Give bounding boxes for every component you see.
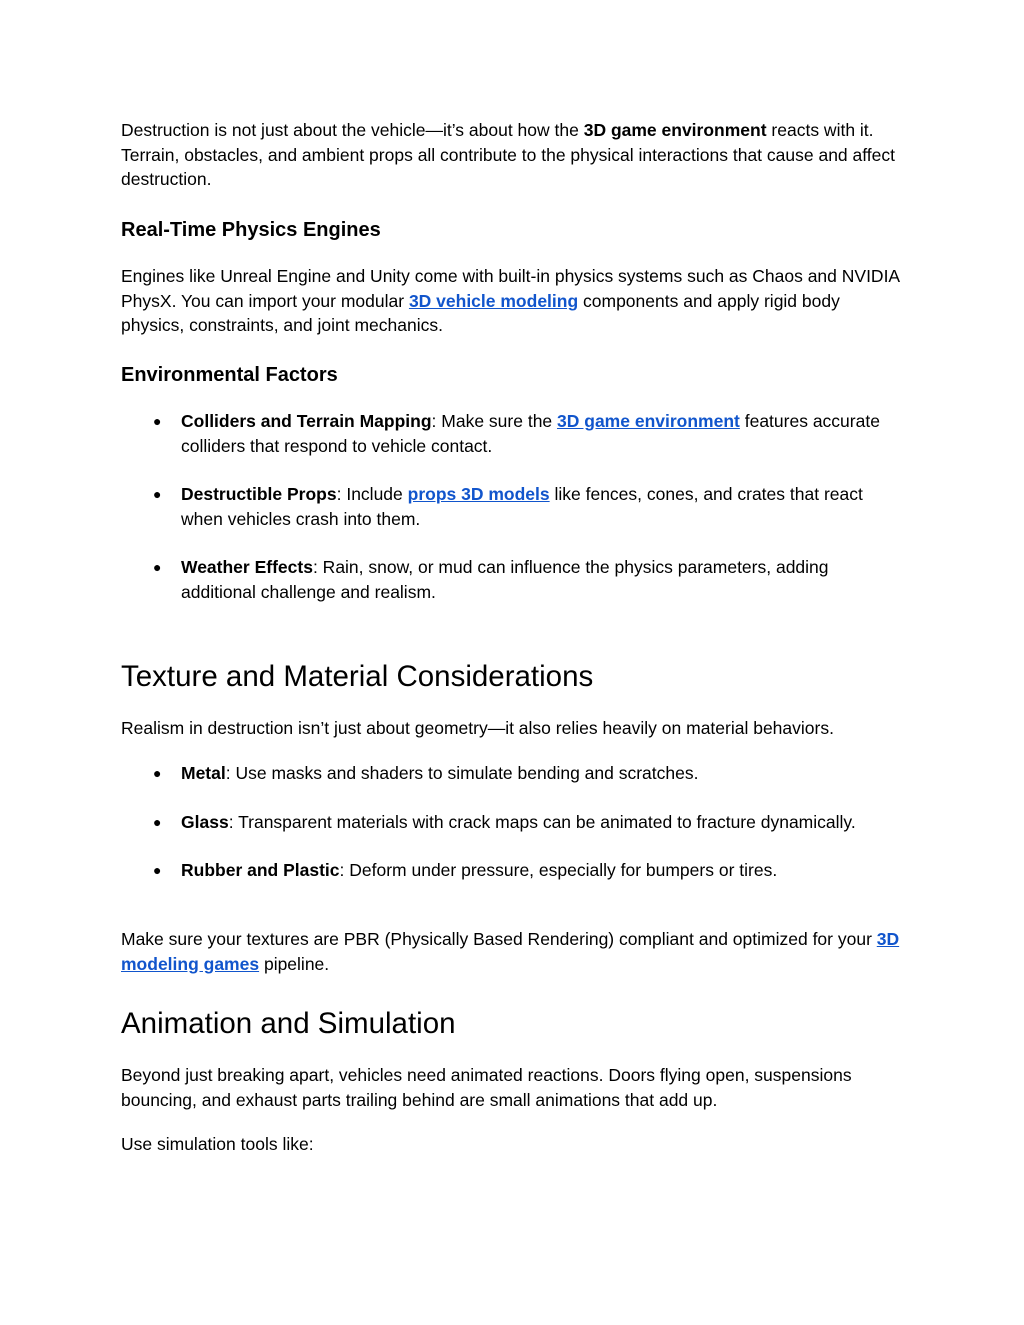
item-text: : Rain, snow, or mud can influence the physics parameters, adding additional challenge and realism. xyxy=(181,557,829,602)
item-text: : Use masks and shaders to simulate bending and scratches. xyxy=(225,763,699,783)
physics-paragraph xyxy=(121,264,903,338)
item-text: : Include xyxy=(336,484,408,504)
physics-text-end: components and apply rigid body physics, constraints, and joint mechanics. xyxy=(121,290,840,335)
item-text-end: like fences, cones, and crates that react when vehicles crash into them. xyxy=(181,484,863,529)
heading-texture-material: Texture and Material Considerations xyxy=(121,660,594,693)
list-item xyxy=(121,409,903,458)
link-3d-vehicle-modeling[interactable]: 3D vehicle modeling xyxy=(408,290,579,311)
bullet-icon: ● xyxy=(153,765,162,781)
environment-list xyxy=(121,409,903,628)
item-title: Weather Effects xyxy=(181,557,313,577)
link-3d-modeling-games[interactable]: 3D modeling games xyxy=(121,929,900,974)
bullet-icon: ● xyxy=(153,413,162,429)
simulation-tools-paragraph: Use simulation tools like: xyxy=(121,1134,314,1154)
animation-paragraph: Beyond just breaking apart, vehicles need animated reactions. Doors flying open, suspensions bouncing, and exhaust parts trailing behind are small animations that add up. xyxy=(121,1065,852,1110)
item-title: Colliders and Terrain Mapping xyxy=(181,411,432,431)
intro-text-end: reacts with it. Terrain, obstacles, and ambient props all contribute to the physical interactions that cause and affect destruction. xyxy=(121,120,896,189)
texture-intro-paragraph: Realism in destruction isn’t just about geometry—it also relies heavily on material behaviors. xyxy=(121,718,834,738)
link-props-3d-models[interactable]: props 3D models xyxy=(407,484,550,504)
item-title: Glass xyxy=(181,811,229,832)
list-item xyxy=(121,810,903,835)
list-item xyxy=(121,482,903,531)
list-item xyxy=(121,858,903,883)
outro-text-end: pipeline. xyxy=(259,953,330,974)
texture-outro-paragraph xyxy=(121,927,903,976)
intro-bold-term: 3D game environment xyxy=(583,120,767,140)
item-title: Rubber and Plastic xyxy=(181,860,340,880)
intro-paragraph xyxy=(121,118,903,192)
heading-environmental-factors: Environmental Factors xyxy=(121,364,338,386)
bullet-icon: ● xyxy=(153,559,162,575)
outro-text: Make sure your textures are PBR (Physically Based Rendering) compliant and optimized for your xyxy=(121,929,877,949)
physics-text: Engines like Unreal Engine and Unity come with built-in physics systems such as Chaos and NVIDIA PhysX. You can import your modular xyxy=(121,266,900,311)
item-title: Destructible Props xyxy=(181,484,337,504)
list-item xyxy=(121,761,903,786)
intro-text: Destruction is not just about the vehicle—it’s about how the xyxy=(121,120,584,140)
item-title: Metal xyxy=(181,763,226,783)
heading-physics-engines: Real-Time Physics Engines xyxy=(121,219,381,241)
item-text-end: features accurate colliders that respond to vehicle contact. xyxy=(181,411,880,456)
bullet-icon: ● xyxy=(153,486,162,502)
bullet-icon: ● xyxy=(153,862,162,878)
link-3d-game-environment[interactable]: 3D game environment xyxy=(557,411,740,431)
list-item xyxy=(121,555,903,604)
heading-animation-simulation: Animation and Simulation xyxy=(121,1007,456,1040)
material-list xyxy=(121,761,903,907)
item-text: : Transparent materials with crack maps can be animated to fracture dynamically. xyxy=(228,811,856,832)
item-text: : Deform under pressure, especially for bumpers or tires. xyxy=(339,860,778,880)
bullet-icon: ● xyxy=(153,813,162,830)
item-text: : Make sure the xyxy=(431,411,558,431)
